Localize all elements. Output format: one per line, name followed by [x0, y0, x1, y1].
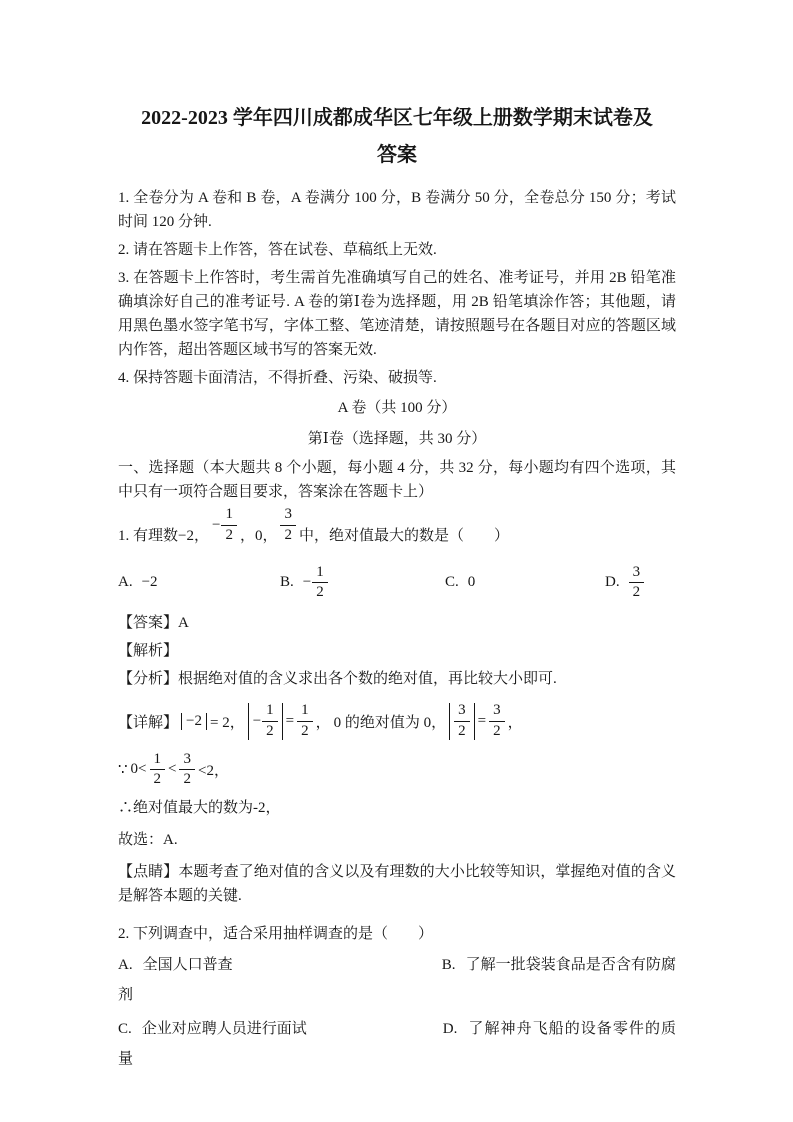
- question-1-stem-text-1: 1. 有理数−2，: [118, 527, 209, 544]
- answer-label: 【答案】: [118, 615, 179, 631]
- fraction-neg-one-half: [212, 507, 237, 544]
- exam-note-1: 1. 全卷分为 A 卷和 B 卷，A 卷满分 100 分，B 卷满分 50 分，全卷总分 150 分；考试时间 120 分钟.: [118, 190, 676, 230]
- abs-value-neg-one-half: [248, 701, 283, 742]
- equals-sign: =: [285, 712, 295, 729]
- fraction-numerator: 3: [454, 703, 470, 722]
- fraction: [221, 507, 237, 544]
- because-line: [118, 752, 676, 789]
- option-d-text: 了解神舟飞船的设备零件的质量: [118, 1021, 676, 1067]
- fraction-numerator: 1: [262, 703, 278, 722]
- fraction-numerator: 1: [297, 703, 313, 722]
- option-c-label: C.: [118, 1021, 132, 1037]
- option-d: [605, 565, 644, 602]
- because-text-2: <2，: [197, 763, 229, 780]
- option-b: [280, 565, 445, 602]
- fraction-sign: −: [252, 712, 262, 729]
- fraction: [312, 565, 328, 602]
- fraction-one-half: [150, 752, 166, 789]
- fraction-numerator: 3: [629, 565, 645, 584]
- because-symbol: ∵: [118, 762, 128, 779]
- answer-line: [118, 611, 676, 635]
- option-a-label: A.: [118, 957, 133, 973]
- fraction-numerator: 3: [179, 752, 195, 771]
- equals-2-text: = 2，: [209, 714, 245, 731]
- fraction-three-half: [179, 752, 195, 789]
- option-a-value: −2: [141, 574, 158, 591]
- section-part1-heading: 第Ⅰ卷（选择题，共 30 分）: [307, 431, 487, 447]
- equals-sign: =: [477, 712, 487, 729]
- option-c-value: 0: [467, 574, 476, 591]
- option-a: [118, 950, 438, 980]
- fraction-numerator: 1: [312, 565, 328, 584]
- option-d-label: D.: [442, 1021, 458, 1037]
- option-b-text: 了解一批袋装食品是否含有防腐剂: [118, 957, 676, 1003]
- choice-section-intro: 一、选择题（本大题共 8 个小题，每小题 4 分，共 32 分，每小题均有四个选项，其中只有一项符合题目要求，答案涂在答题卡上）: [118, 460, 676, 500]
- fraction-denominator: 2: [458, 722, 466, 739]
- title-line-1: 2022-2023 学年四川成都成华区七年级上册数学期末试卷及: [141, 107, 653, 129]
- fraction-numerator: 3: [489, 703, 505, 722]
- fraction-numerator: 1: [221, 507, 237, 526]
- xiangjie-label: 【详解】: [118, 714, 179, 731]
- fraction-one-half: [297, 703, 313, 740]
- section-a-heading: A 卷（共 100 分）: [337, 400, 457, 416]
- fraction-denominator: 2: [225, 526, 233, 543]
- dianjing-label: 【点睛】: [118, 864, 179, 880]
- question-2-stem: 2. 下列调查中，适合采用抽样调查的是（ ）: [118, 926, 434, 942]
- question-1-stem-text-2: ，0，: [239, 527, 278, 544]
- exam-note-3: 3. 在答题卡上作答时，考生需首先准确填写自己的姓名、准考证号，并用 2B 铅笔准确填涂好自己的准考证号. A 卷的第Ⅰ卷为选择题，用 2B 铅笔填涂作答；其他题，请用黑色墨水签字笔书写，字体工整、笔迹清楚，请按照题号在各题目对应的答题区域内作答，超出答题区域书写的答案无效.: [118, 270, 676, 358]
- fraction-neg-one-half: [253, 703, 278, 740]
- fraction: [262, 703, 278, 740]
- option-c: [445, 574, 605, 591]
- dianjing-line: [118, 860, 676, 908]
- fraction-neg-one-half: [303, 565, 328, 602]
- fraction-three-half: [489, 703, 505, 740]
- fraction-numerator: 1: [150, 752, 166, 771]
- fraction-denominator: 2: [301, 722, 309, 739]
- fenxi-text: 根据绝对值的含义求出各个数的绝对值，再比较大小即可.: [178, 671, 557, 687]
- fraction-sign: −: [211, 516, 221, 533]
- option-b-label: B.: [441, 957, 456, 973]
- question-2-options-cd: [118, 1014, 676, 1074]
- option-c-label: C.: [445, 574, 459, 591]
- fraction-denominator: 2: [266, 722, 274, 739]
- option-a-label: A.: [118, 574, 133, 591]
- fraction-three-half: [280, 507, 296, 544]
- question-1-options: [118, 565, 676, 602]
- fraction-denominator: 2: [493, 722, 501, 739]
- comma: ，: [315, 714, 331, 731]
- answer-value: A: [178, 615, 189, 631]
- fraction-denominator: 2: [153, 771, 162, 788]
- question-1-stem: [118, 506, 676, 553]
- therefore-line: ∴绝对值最大的数为-2，: [118, 800, 281, 816]
- title-line-2: 答案: [377, 144, 417, 166]
- guxuan-line: 故选：A.: [118, 832, 178, 848]
- abs-content: −2: [186, 712, 202, 729]
- exam-note-4: 4. 保持答题卡面清洁，不得折叠、污染、破损等.: [118, 370, 437, 386]
- xiangjie-line: [118, 701, 676, 742]
- comma: ，: [507, 714, 523, 731]
- fraction-three-half: [629, 565, 645, 602]
- option-a-text: 全国人口普查: [142, 957, 233, 973]
- fraction-numerator: 3: [280, 507, 296, 526]
- option-c-text: 企业对应聘人员进行面试: [141, 1021, 307, 1037]
- option-a: [118, 574, 280, 591]
- fraction: [280, 507, 296, 544]
- because-text-1: 0<: [130, 761, 147, 778]
- option-d-label: D.: [605, 574, 620, 591]
- option-c: [118, 1014, 438, 1044]
- abs-value-neg-2: [181, 711, 207, 732]
- jiexi-line: 【解析】: [118, 643, 179, 659]
- fenxi-line: [118, 667, 676, 691]
- fraction-denominator: 2: [632, 584, 641, 601]
- fenxi-label: 【分析】: [118, 671, 179, 687]
- abs-value-three-half: [449, 701, 475, 742]
- less-than-sign: <: [168, 761, 177, 778]
- option-b-label: B.: [280, 574, 294, 591]
- page-title: [106, 100, 688, 174]
- fraction-denominator: 2: [183, 771, 191, 788]
- question-1-stem-text-3: 中，绝对值最大的数是（ ）: [298, 527, 509, 544]
- exam-note-2: 2. 请在答题卡上作答，答在试卷、草稿纸上无效.: [118, 242, 437, 258]
- zero-abs-text: 0 的绝对值为 0，: [333, 714, 447, 731]
- dianjing-text: 本题考查了绝对值的含义以及有理数的大小比较等知识，掌握绝对值的含义是解答本题的关键.: [118, 864, 676, 904]
- fraction-denominator: 2: [284, 526, 292, 543]
- fraction-denominator: 2: [316, 584, 324, 601]
- question-2-options-ab: [118, 950, 676, 1010]
- fraction-sign: −: [302, 574, 312, 591]
- fraction-three-half: [454, 703, 470, 740]
